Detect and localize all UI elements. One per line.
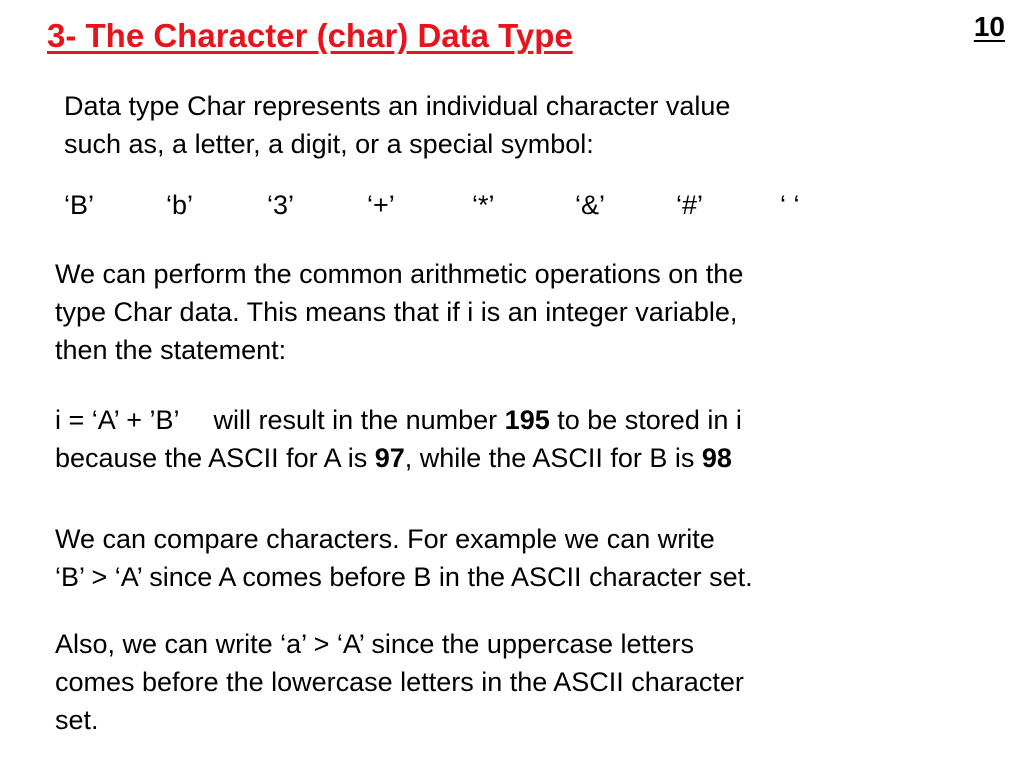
sum-line-1	[55, 401, 742, 439]
sum-expression: i = ‘A’ + ’B’	[55, 405, 180, 435]
char-example: ‘B’	[64, 190, 95, 220]
slide-title: 3- The Character (char) Data Type	[47, 17, 573, 54]
intro-line: Data type Char represents an individual character value	[64, 91, 731, 121]
char-example: ‘+’	[367, 190, 395, 220]
also-paragraph	[55, 625, 744, 739]
sum-text: because the ASCII for A is	[55, 443, 375, 473]
ascii-b-value: 98	[701, 443, 732, 473]
arithmetic-line: then the statement:	[55, 335, 287, 365]
char-example: ‘b’	[166, 190, 194, 220]
arithmetic-line: type Char data. This means that if i is an integer variable,	[55, 297, 738, 327]
compare-line: We can compare characters. For example we can write	[55, 524, 715, 554]
char-example: ‘#’	[676, 190, 704, 220]
also-line: Also, we can write ‘a’ > ‘A’ since the uppercase letters	[55, 629, 695, 659]
char-example: ‘3’	[267, 190, 295, 220]
sum-paragraph	[55, 401, 742, 477]
char-example: ‘ ‘	[780, 190, 800, 220]
intro-line: such as, a letter, a digit, or a special symbol:	[64, 129, 594, 159]
also-line: set.	[55, 705, 99, 735]
arithmetic-line: We can perform the common arithmetic operations on the	[55, 259, 744, 289]
slide-number: 10	[973, 11, 1005, 42]
compare-paragraph	[55, 520, 753, 596]
also-line: comes before the lowercase letters in the ASCII character	[55, 667, 744, 697]
intro-paragraph	[64, 87, 730, 163]
compare-line: ‘B’ > ‘A’ since A comes before B in the ASCII character set.	[55, 562, 753, 592]
ascii-a-value: 97	[374, 443, 405, 473]
sum-line-2	[55, 439, 742, 477]
sum-text: will result in the number	[213, 405, 505, 435]
arithmetic-paragraph	[55, 255, 743, 369]
char-example: ‘&’	[575, 190, 606, 220]
sum-result: 195	[504, 405, 550, 435]
char-example: ‘*’	[472, 190, 495, 220]
sum-text: , while the ASCII for B is	[404, 443, 702, 473]
sum-text: to be stored in i	[549, 405, 742, 435]
